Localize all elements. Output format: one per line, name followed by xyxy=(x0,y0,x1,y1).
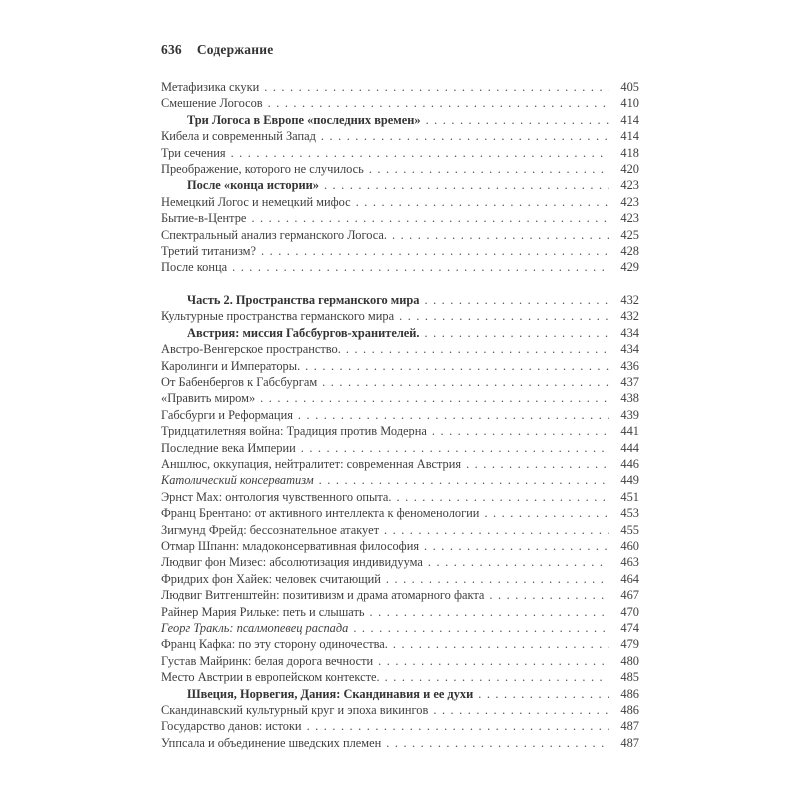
dot-leader xyxy=(232,259,609,275)
toc-entry-label: Метафизика скуки xyxy=(161,80,260,94)
toc-entry xyxy=(161,571,639,587)
toc-entry xyxy=(161,604,639,620)
dot-leader xyxy=(386,735,609,751)
toc-entry-page: 414 xyxy=(620,129,639,144)
dot-leader xyxy=(392,227,609,243)
page-header-title: Содержание xyxy=(196,42,274,57)
dot-leader xyxy=(301,440,609,456)
dot-leader xyxy=(356,194,609,210)
toc-entry-label: Бытие-в-Центре xyxy=(161,211,247,226)
toc-entry-label: Габсбурги и Реформация xyxy=(161,407,293,422)
dot-leader xyxy=(478,686,609,702)
toc-entry-page: 428 xyxy=(620,244,639,259)
toc-entry-page: 423 xyxy=(620,211,639,226)
dot-leader xyxy=(353,620,609,636)
toc-entry-page: 429 xyxy=(620,260,639,275)
dot-leader xyxy=(307,718,609,734)
toc-entry-label: Отмар Шпанн: младоконсервативная философия xyxy=(161,538,420,553)
toc-entry-label: Франц Кафка: по эту сторону одиночества. xyxy=(161,637,388,652)
toc-entry-label: Австро-Венгерское пространство. xyxy=(161,342,341,357)
toc-entry-page: 463 xyxy=(620,555,639,570)
toc-entry xyxy=(161,358,639,374)
dot-leader xyxy=(319,472,609,488)
toc-entry-page: 486 xyxy=(620,686,639,701)
toc-entry-page: 441 xyxy=(620,424,639,439)
toc-entry xyxy=(161,554,639,570)
toc-entry-page: 434 xyxy=(620,325,639,340)
toc-entry-label: Католический консерватизм xyxy=(161,473,314,488)
toc-entry-page: 464 xyxy=(620,571,639,586)
toc-entry xyxy=(161,440,639,456)
toc-entry xyxy=(161,308,639,324)
toc-entry-label: Три сечения xyxy=(161,145,226,160)
toc-entry-label: Георг Тракль: псалмопевец распада xyxy=(161,621,349,635)
toc-entry xyxy=(161,128,639,144)
toc-entry-page: 446 xyxy=(620,456,639,471)
toc-entry xyxy=(161,145,639,161)
toc-entry xyxy=(161,538,639,554)
page-number: 636 xyxy=(161,42,182,57)
toc-entry xyxy=(161,472,639,488)
dot-leader xyxy=(384,522,609,538)
toc-entry xyxy=(161,686,639,702)
toc-entry-label: Место Австрии в европейском контексте. xyxy=(161,670,380,685)
toc-entry-label: Преображение, которого не случилось xyxy=(161,162,364,177)
dot-leader xyxy=(466,456,609,472)
dot-leader xyxy=(321,128,609,144)
toc-entry-page: 434 xyxy=(620,342,639,357)
toc-entry xyxy=(161,325,639,341)
dot-leader xyxy=(322,374,609,390)
toc-entry-label: Эрнст Мах: онтология чувственного опыта. xyxy=(161,489,392,504)
dot-leader xyxy=(378,653,609,669)
toc-entry-page: 479 xyxy=(620,637,639,652)
toc-entry xyxy=(161,341,639,357)
toc-entry-label: Фридрих фон Хайек: человек считающий xyxy=(161,571,381,586)
page-header xyxy=(161,42,273,58)
dot-leader xyxy=(424,538,609,554)
toc-entry xyxy=(161,194,639,210)
toc-entry xyxy=(161,112,639,128)
toc-entry xyxy=(161,177,639,193)
toc-entry-label: Уппсала и объединение шведских племен xyxy=(161,735,382,750)
toc-entry xyxy=(161,702,639,718)
toc-entry-page: 444 xyxy=(620,440,639,455)
toc-entry-page: 451 xyxy=(620,489,639,504)
toc-entry-label: Три Логоса в Европе «последних времен» xyxy=(187,112,421,127)
dot-leader xyxy=(393,636,609,652)
toc-entry xyxy=(161,227,639,243)
toc-entry-label: Зигмунд Фрейд: бессознательное атакует xyxy=(161,522,379,537)
toc-entry-page: 486 xyxy=(620,703,639,718)
toc-entry-page: 480 xyxy=(620,653,639,668)
dot-leader xyxy=(231,145,609,161)
toc-entry xyxy=(161,161,639,177)
toc-entry-page: 438 xyxy=(620,391,639,406)
dot-leader xyxy=(260,390,609,406)
toc-entry-page: 436 xyxy=(620,358,639,373)
toc-entry-page: 467 xyxy=(620,588,639,603)
toc-entry xyxy=(161,735,639,751)
toc-entry-page: 410 xyxy=(620,96,639,111)
toc-entry xyxy=(161,95,639,111)
toc-entry-label: Людвиг фон Мизес: абсолютизация индивидуума xyxy=(161,555,423,570)
toc-entry-label: После конца xyxy=(161,260,228,275)
toc-entry-page: 405 xyxy=(620,80,639,94)
toc-entry-page: 449 xyxy=(620,473,639,488)
toc-entry-page: 420 xyxy=(620,162,639,177)
table-of-contents xyxy=(161,79,639,751)
toc-entry-page: 487 xyxy=(620,719,639,734)
dot-leader xyxy=(433,702,609,718)
toc-entry-page: 474 xyxy=(620,621,639,635)
toc-entry-label: Кибела и современный Запад xyxy=(161,129,316,144)
toc-entry-label: Смешение Логосов xyxy=(161,96,263,111)
dot-leader xyxy=(386,571,609,587)
dot-leader xyxy=(432,423,609,439)
toc-entry-page: 432 xyxy=(620,292,639,307)
toc-entry-label: Каролинги и Императоры. xyxy=(161,358,301,373)
toc-entry xyxy=(161,587,639,603)
toc-entry-label: Спектральный анализ германского Логоса. xyxy=(161,227,387,242)
dot-leader xyxy=(324,177,609,193)
dot-leader xyxy=(264,79,609,95)
dot-leader xyxy=(426,112,609,128)
toc-entry-page: 439 xyxy=(620,407,639,422)
toc-entry xyxy=(161,210,639,226)
toc-entry xyxy=(161,259,639,275)
dot-leader xyxy=(428,554,609,570)
dot-leader xyxy=(370,604,609,620)
dot-leader xyxy=(424,292,609,308)
toc-entry xyxy=(161,620,639,636)
dot-leader xyxy=(298,407,609,423)
toc-entry-page: 414 xyxy=(620,112,639,127)
toc-entry-label: От Бабенбергов к Габсбургам xyxy=(161,374,318,389)
toc-entry-page: 453 xyxy=(620,506,639,521)
toc-entry xyxy=(161,292,639,308)
toc-entry-label: Тридцатилетняя война: Традиция против Модерна xyxy=(161,424,427,439)
toc-entry-page: 455 xyxy=(620,522,639,537)
toc-entry-label: Часть 2. Пространства германского мира xyxy=(187,292,420,307)
toc-entry xyxy=(161,390,639,406)
toc-entry-page: 425 xyxy=(620,227,639,242)
toc-entry xyxy=(161,489,639,505)
toc-entry-label: Аншлюс, оккупация, нейтралитет: современная Австрия xyxy=(161,456,462,471)
dot-leader xyxy=(346,341,609,357)
toc-entry-label: Швеция, Норвегия, Дания: Скандинавия и ее духи xyxy=(187,686,474,701)
toc-entry-label: Последние века Империи xyxy=(161,440,296,455)
toc-entry xyxy=(161,636,639,652)
dot-leader xyxy=(489,587,609,603)
toc-entry xyxy=(161,456,639,472)
toc-entry-label: Людвиг Витгенштейн: позитивизм и драма атомарного факта xyxy=(161,588,485,603)
toc-entry xyxy=(161,718,639,734)
dot-leader xyxy=(397,489,609,505)
toc-entry-label: Культурные пространства германского мира xyxy=(161,309,395,324)
toc-entry-label: Австрия: миссия Габсбургов-хранителей. xyxy=(187,325,420,340)
toc-entry-label: Райнер Мария Рильке: петь и слышать xyxy=(161,604,365,619)
toc-entry-page: 432 xyxy=(620,309,639,324)
toc-entry-page: 460 xyxy=(620,538,639,553)
toc-entry xyxy=(161,505,639,521)
dot-leader xyxy=(251,210,609,226)
dot-leader xyxy=(261,243,609,259)
toc-entry-label: Немецкий Логос и немецкий мифос xyxy=(161,194,351,209)
toc-entry xyxy=(161,423,639,439)
toc-entry-label: Скандинавский культурный круг и эпоха викингов xyxy=(161,703,429,718)
dot-leader xyxy=(385,669,609,685)
toc-entry-label: После «конца истории» xyxy=(187,178,319,193)
toc-entry-page: 423 xyxy=(620,178,639,193)
toc-entry-page: 470 xyxy=(620,604,639,619)
toc-entry xyxy=(161,407,639,423)
toc-entry-label: «Править миром» xyxy=(161,391,256,406)
dot-leader xyxy=(305,358,609,374)
toc-entry-label: Государство данов: истоки xyxy=(161,719,302,734)
dot-leader xyxy=(484,505,609,521)
toc-entry-page: 423 xyxy=(620,194,639,209)
toc-entry xyxy=(161,653,639,669)
dot-leader xyxy=(425,325,609,341)
toc-entry xyxy=(161,522,639,538)
toc-entry-label: Третий титанизм? xyxy=(161,244,256,259)
toc-entry-label: Густав Майринк: белая дорога вечности xyxy=(161,653,374,668)
toc-entry-page: 485 xyxy=(620,670,639,685)
toc-entry xyxy=(161,243,639,259)
toc-entry xyxy=(161,79,639,95)
toc-entry-page: 487 xyxy=(620,735,639,750)
toc-entry-page: 418 xyxy=(620,145,639,160)
dot-leader xyxy=(369,161,609,177)
toc-entry xyxy=(161,374,639,390)
dot-leader xyxy=(268,95,609,111)
toc-entry-page: 437 xyxy=(620,374,639,389)
toc-entry-label: Франц Брентано: от активного интеллекта к феноменологии xyxy=(161,506,480,521)
toc-entry xyxy=(161,669,639,685)
dot-leader xyxy=(399,308,609,324)
